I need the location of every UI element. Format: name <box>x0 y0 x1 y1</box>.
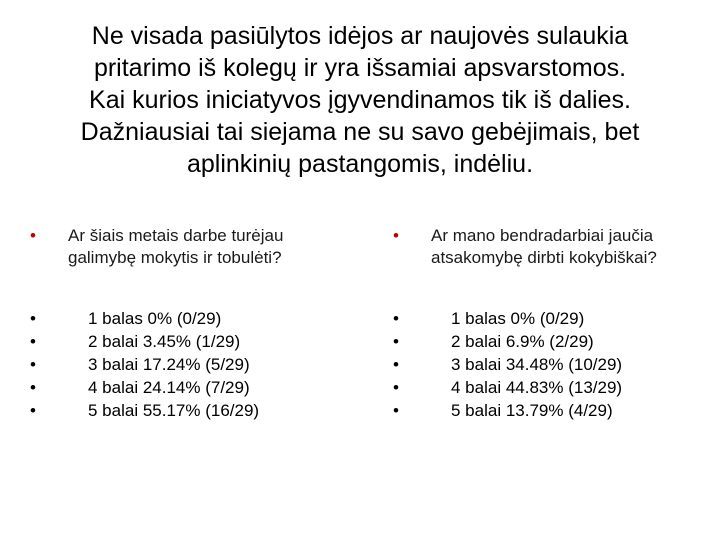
right-question-line: Ar mano bendradarbiai jaučia <box>431 226 654 245</box>
list-item: • 3 balai 34.48% (10/29) <box>393 355 623 374</box>
left-question <box>30 225 350 269</box>
list-item: • 2 balai 3.45% (1/29) <box>30 332 241 351</box>
slide-title <box>20 20 700 180</box>
bullet-icon: • <box>30 309 36 328</box>
list-item: • 3 balai 17.24% (5/29) <box>30 355 250 374</box>
bullet-icon: • <box>393 226 399 245</box>
bullet-icon: • <box>393 332 399 351</box>
left-question-line: Ar šiais metais darbe turėjau <box>68 226 284 245</box>
bullet-icon: • <box>393 355 399 374</box>
right-answer-list <box>393 307 713 422</box>
bullet-icon: • <box>30 401 36 420</box>
right-column <box>393 225 713 420</box>
title-line: Dažniausiai tai siejama ne su savo gebėjimais, bet <box>80 118 640 146</box>
bullet-icon: • <box>30 226 36 245</box>
list-item: • 5 balai 55.17% (16/29) <box>30 401 260 420</box>
left-question-line: galimybę mokytis ir tobulėti? <box>68 248 282 267</box>
bullet-icon: • <box>30 378 36 397</box>
list-item: • 5 balai 13.79% (4/29) <box>393 401 613 420</box>
title-line: Ne visada pasiūlytos idėjos ar naujovės sulaukia <box>91 22 629 50</box>
list-item: • 1 balas 0% (0/29) <box>30 309 222 328</box>
list-item: • 2 balai 6.9% (2/29) <box>393 332 594 351</box>
title-line: Kai kurios iniciatyvos įgyvendinamos tik iš dalies. <box>89 86 631 114</box>
list-item: • 4 balai 24.14% (7/29) <box>30 378 250 397</box>
list-item: • 4 balai 44.83% (13/29) <box>393 378 623 397</box>
right-question <box>393 225 713 269</box>
bullet-icon: • <box>30 355 36 374</box>
bullet-icon: • <box>393 401 399 420</box>
title-line: pritarimo iš kolegų ir yra išsamiai apsvarstomos. <box>93 54 627 82</box>
right-question-line: atsakomybę dirbti kokybiškai? <box>431 248 657 267</box>
title-line: aplinkinių pastangomis, indėliu. <box>186 150 534 178</box>
bullet-icon: • <box>393 309 399 328</box>
left-answer-list <box>30 307 350 422</box>
bullet-icon: • <box>393 378 399 397</box>
list-item: • 1 balas 0% (0/29) <box>393 309 585 328</box>
bullet-icon: • <box>30 332 36 351</box>
left-column <box>30 225 350 420</box>
